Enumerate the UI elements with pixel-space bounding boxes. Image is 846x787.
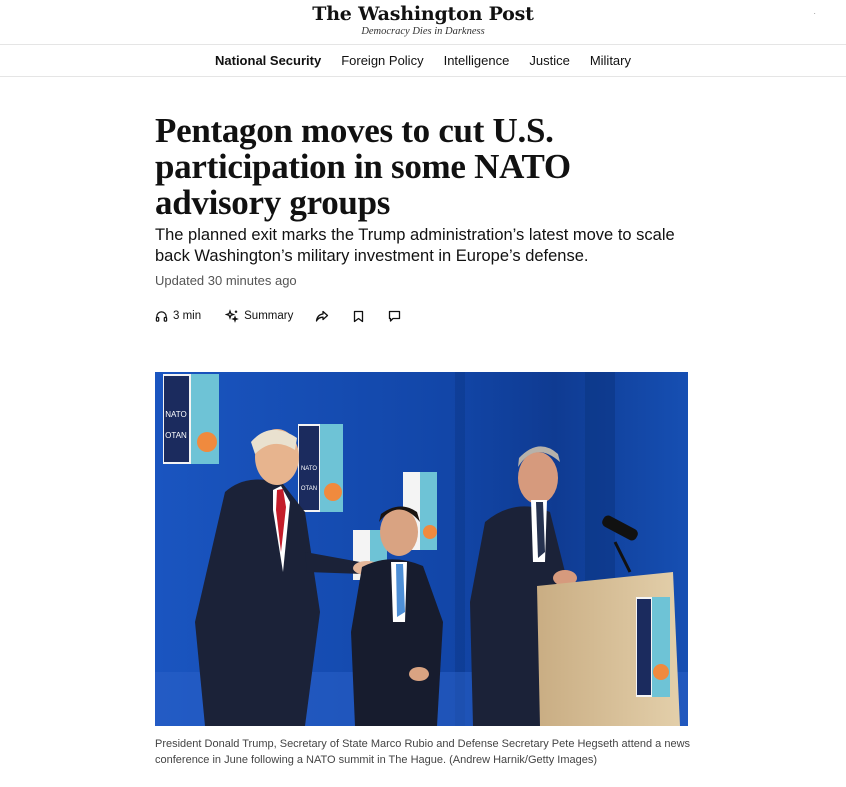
nato-banner <box>163 374 219 464</box>
lead-photo[interactable] <box>155 372 688 726</box>
nav-item-national-security[interactable]: National Security <box>215 52 322 68</box>
svg-text:NATO: NATO <box>300 466 318 472</box>
site-logo[interactable]: The Washington Post <box>312 3 534 25</box>
listen-duration: 3 min <box>173 310 202 322</box>
article-timestamp: Updated 30 minutes ago <box>155 273 297 288</box>
svg-text:OTAN: OTAN <box>300 486 318 492</box>
nav-item-military[interactable]: Military <box>589 52 631 68</box>
sparkle-icon <box>225 309 239 323</box>
nav-item-justice[interactable]: Justice <box>529 52 570 68</box>
comment-icon <box>388 310 401 323</box>
section-nav <box>0 45 846 77</box>
article-toolbar <box>155 306 401 326</box>
dot-icon: · <box>813 9 816 18</box>
comments-button[interactable] <box>388 310 401 323</box>
lead-photo-illustration <box>155 372 688 726</box>
summary-button[interactable] <box>225 309 293 323</box>
photo-caption: President Donald Trump, Secretary of State Marco Rubio and Defense Secretary Pete Hegseth attend a news conference in June following a NATO summit in The Hague. (Andrew Harnik/Getty Images) <box>155 738 691 766</box>
save-button[interactable] <box>353 310 364 323</box>
summary-label: Summary <box>244 310 294 322</box>
masthead <box>0 0 846 45</box>
bookmark-icon <box>353 310 364 323</box>
podium <box>537 572 680 726</box>
svg-text:NATO: NATO <box>165 410 187 419</box>
listen-button[interactable] <box>155 310 201 323</box>
svg-text:OTAN: OTAN <box>165 431 187 440</box>
share-button[interactable] <box>315 310 329 323</box>
nav-item-intelligence[interactable]: Intelligence <box>443 52 510 68</box>
share-icon <box>315 310 329 323</box>
article-dek: The planned exit marks the Trump administration’s latest move to scale back Washington’s military investment in Europe’s defense. <box>155 226 675 265</box>
nav-item-foreign-policy[interactable]: Foreign Policy <box>341 52 424 68</box>
nato-banner <box>298 424 343 512</box>
headphones-icon <box>155 310 168 323</box>
site-tagline: Democracy Dies in Darkness <box>361 26 485 37</box>
article-headline: Pentagon moves to cut U.S. participation in some NATO advisory groups <box>155 111 571 222</box>
